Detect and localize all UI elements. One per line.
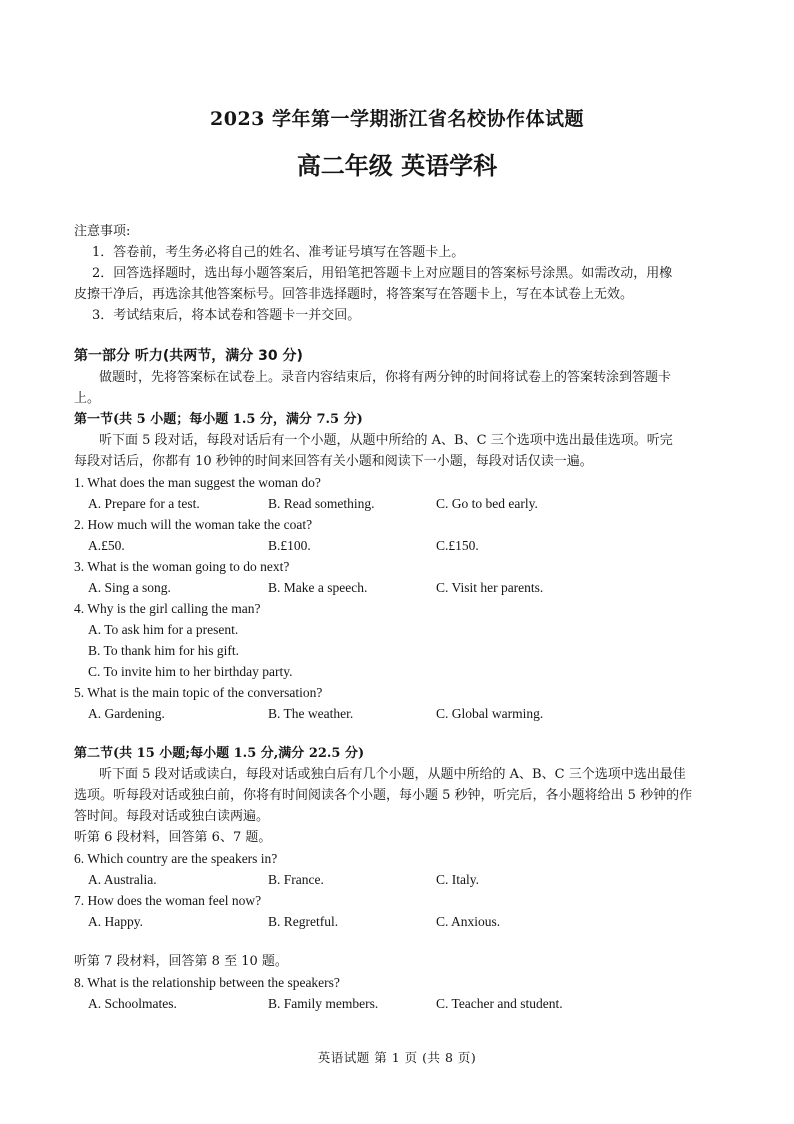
listen-instruction-6: 听第 6 段材料，回答第 6、7 题。 xyxy=(74,830,272,845)
question-8-option-c: C. Teacher and student. xyxy=(436,996,563,1011)
notice-item-2-line-2: 皮擦干净后，再选涂其他答案标号。回答非选择题时，将答案写在答题卡上，写在本试卷上无效。 xyxy=(74,287,634,302)
page-footer: 英语试题 第 1 页 (共 8 页) xyxy=(317,1050,477,1065)
question-8-option-a: A. Schoolmates. xyxy=(88,996,177,1011)
exam-subtitle: 高二年级 英语学科 xyxy=(296,152,498,180)
question-3-stem: 3. What is the woman going to do next? xyxy=(74,559,290,574)
section1-intro-line-2: 每段对话后，你都有 10 秒钟的时间来回答有关小题和阅读下一小题，每段对话仅读一遍。 xyxy=(74,454,593,469)
section1-intro-line-1: 听下面 5 段对话，每段对话后有一个小题，从题中所给的 A、B、C 三个选项中选出最佳选项。听完 xyxy=(99,433,673,448)
question-2-option-c: C.£150. xyxy=(436,538,479,553)
question-5-option-c: C. Global warming. xyxy=(436,706,544,721)
question-4-option-b: B. To thank him for his gift. xyxy=(88,643,240,658)
question-1-option-a: A. Prepare for a test. xyxy=(88,496,200,511)
question-6-option-c: C. Italy. xyxy=(436,872,479,887)
question-6-option-b: B. France. xyxy=(268,872,324,887)
question-3-option-b: B. Make a speech. xyxy=(268,580,368,595)
exam-title: 2023 学年第一学期浙江省名校协作体试题 xyxy=(210,108,584,130)
question-8-option-b: B. Family members. xyxy=(268,996,379,1011)
question-3-option-a: A. Sing a song. xyxy=(88,580,171,595)
question-4-option-a: A. To ask him for a present. xyxy=(88,622,239,637)
question-7-option-c: C. Anxious. xyxy=(436,914,501,929)
question-6-option-a: A. Australia. xyxy=(88,872,157,887)
question-7-option-b: B. Regretful. xyxy=(268,914,339,929)
section2-intro-line-1: 听下面 5 段对话或读白，每段对话或独白后有几个小题，从题中所给的 A、B、C 三个选项中选出最佳 xyxy=(99,767,686,782)
notice-item-2-line-1: 2．回答选择题时，选出每小题答案后，用铅笔把答题卡上对应题目的答案标号涂黑。如需改动，用橡 xyxy=(92,266,673,281)
question-4-stem: 4. Why is the girl calling the man? xyxy=(74,601,261,616)
question-1-option-b: B. Read something. xyxy=(268,496,375,511)
part1-heading: 第一部分 听力(共两节，满分 30 分) xyxy=(74,348,303,364)
question-5-option-b: B. The weather. xyxy=(268,706,354,721)
section2-intro-line-2: 选项。听每段对话或独白前，你将有时间阅读各个小题，每小题 5 秒钟，听完后，各小题将给出 5 秒钟的作 xyxy=(74,788,693,803)
question-6-stem: 6. Which country are the speakers in? xyxy=(74,851,278,866)
section1-heading: 第一节(共 5 小题；每小题 1.5 分，满分 7.5 分) xyxy=(74,412,363,427)
question-1-option-c: C. Go to bed early. xyxy=(436,496,538,511)
part1-intro-line-2: 上。 xyxy=(74,391,101,406)
question-4-option-c: C. To invite him to her birthday party. xyxy=(88,664,293,679)
part1-intro-line-1: 做题时，先将答案标在试卷上。录音内容结束后，你将有两分钟的时间将试卷上的答案转涂到答题卡 xyxy=(99,370,672,385)
question-2-option-a: A.£50. xyxy=(88,538,125,553)
question-7-option-a: A. Happy. xyxy=(88,914,143,929)
question-2-stem: 2. How much will the woman take the coat? xyxy=(74,517,313,532)
notice-heading: 注意事项: xyxy=(74,224,131,239)
question-5-option-a: A. Gardening. xyxy=(88,706,165,721)
question-1-stem: 1. What does the man suggest the woman do? xyxy=(74,475,321,490)
question-3-option-c: C. Visit her parents. xyxy=(436,580,544,595)
question-7-stem: 7. How does the woman feel now? xyxy=(74,893,262,908)
notice-item-1: 1．答卷前，考生务必将自己的姓名、准考证号填写在答题卡上。 xyxy=(92,245,465,260)
question-2-option-b: B.£100. xyxy=(268,538,311,553)
section2-intro-line-3: 答时间。每段对话或独白读两遍。 xyxy=(74,809,270,824)
notice-item-3: 3．考试结束后，将本试卷和答题卡一并交回。 xyxy=(92,308,361,323)
question-8-stem: 8. What is the relationship between the speakers? xyxy=(74,975,340,990)
listen-instruction-7: 听第 7 段材料，回答第 8 至 10 题。 xyxy=(74,954,288,969)
section2-heading: 第二节(共 15 小题;每小题 1.5 分,满分 22.5 分) xyxy=(74,746,365,761)
question-5-stem: 5. What is the main topic of the conversation? xyxy=(74,685,323,700)
